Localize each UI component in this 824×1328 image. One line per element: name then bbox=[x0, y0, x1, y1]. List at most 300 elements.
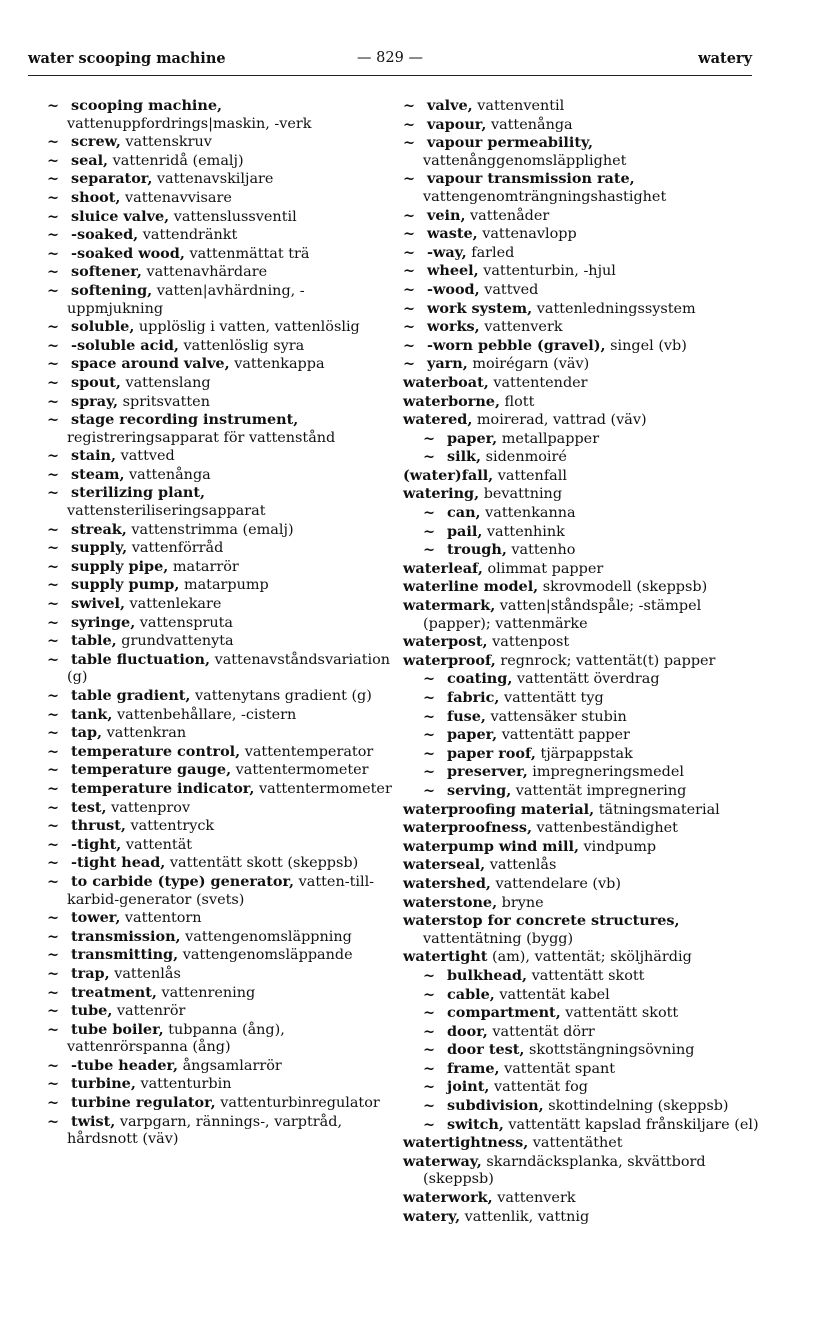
entry-headword: coating, bbox=[447, 670, 513, 688]
entry-translation: vattengenomsläppande bbox=[182, 947, 353, 964]
dictionary-entry bbox=[403, 1134, 761, 1153]
entry-translation: vattenånggenomsläpplighet bbox=[423, 152, 627, 169]
dictionary-entry bbox=[403, 838, 761, 857]
entry-headword: separator, bbox=[71, 170, 153, 188]
tilde-icon: ~ bbox=[47, 226, 60, 244]
tilde-icon: ~ bbox=[47, 1056, 60, 1074]
entry-translation: vattentätt skott bbox=[531, 967, 645, 984]
dictionary-entry bbox=[47, 189, 392, 208]
tilde-icon: ~ bbox=[423, 1041, 436, 1059]
entry-translation: vattentorn bbox=[124, 910, 202, 927]
entry-translation: vattenavlopp bbox=[482, 226, 577, 243]
tilde-icon: ~ bbox=[47, 613, 60, 631]
tilde-icon: ~ bbox=[47, 411, 60, 429]
tilde-icon: ~ bbox=[47, 705, 60, 723]
entry-translation: farled bbox=[471, 244, 515, 261]
tilde-icon: ~ bbox=[403, 115, 416, 133]
dictionary-entry bbox=[403, 560, 761, 579]
tilde-icon: ~ bbox=[47, 872, 60, 890]
dictionary-entry bbox=[47, 170, 392, 189]
page-header bbox=[28, 50, 752, 74]
tilde-icon: ~ bbox=[403, 355, 416, 373]
tilde-icon: ~ bbox=[47, 151, 60, 169]
tilde-icon: ~ bbox=[47, 520, 60, 538]
tilde-icon: ~ bbox=[423, 985, 436, 1003]
entry-headword: silk, bbox=[447, 448, 482, 466]
tilde-icon: ~ bbox=[47, 1075, 60, 1093]
tilde-icon: ~ bbox=[403, 97, 416, 114]
dictionary-entry bbox=[403, 763, 761, 782]
entry-headword: softener, bbox=[71, 263, 142, 281]
tilde-icon: ~ bbox=[403, 336, 416, 354]
entry-translation: vatten-till-karbid-generator (svets) bbox=[67, 873, 375, 908]
dictionary-entry bbox=[403, 337, 761, 356]
entry-headword: bulkhead, bbox=[447, 966, 527, 984]
entry-translation: vattenskruv bbox=[125, 134, 212, 151]
tilde-icon: ~ bbox=[47, 355, 60, 373]
entry-headword: serving, bbox=[447, 781, 512, 799]
dictionary-entry bbox=[403, 1041, 761, 1060]
dictionary-entry bbox=[47, 706, 392, 725]
entry-translation: upplöslig i vatten, vattenlöslig bbox=[138, 319, 360, 336]
entry-headword: door test, bbox=[447, 1041, 525, 1059]
entry-headword: temperature gauge, bbox=[71, 761, 232, 779]
entry-translation: vatten|avhärdning, -uppmjukning bbox=[67, 282, 305, 317]
entry-headword: waterproofness, bbox=[403, 819, 532, 837]
entry-headword: softening, bbox=[71, 281, 153, 299]
entry-headword: works, bbox=[427, 318, 480, 336]
dictionary-entry bbox=[403, 597, 761, 633]
dictionary-entry bbox=[403, 1189, 761, 1208]
dictionary-entry bbox=[403, 708, 761, 727]
entry-translation: vattenytans gradient (g) bbox=[195, 688, 372, 704]
entry-headword: compartment, bbox=[447, 1004, 561, 1022]
entry-translation: flott bbox=[504, 393, 535, 410]
entry-headword: -wood, bbox=[427, 280, 480, 298]
dictionary-entry bbox=[47, 965, 392, 984]
dictionary-entry bbox=[403, 948, 761, 967]
dictionary-entry bbox=[403, 523, 761, 542]
dictionary-entry bbox=[47, 1113, 392, 1149]
entry-translation: vattenfall bbox=[497, 467, 567, 484]
entry-headword: fabric, bbox=[447, 689, 500, 706]
entry-headword: tube boiler, bbox=[71, 1020, 164, 1038]
entry-translation: vattenstrimma (emalj) bbox=[131, 521, 294, 538]
entry-headword: preserver, bbox=[447, 763, 528, 781]
dictionary-entry bbox=[403, 541, 761, 560]
entry-headword: -soluble acid, bbox=[71, 336, 179, 354]
entry-translation: vattenturbinregulator bbox=[220, 1095, 380, 1112]
tilde-icon: ~ bbox=[423, 522, 436, 540]
dictionary-entry bbox=[403, 801, 761, 820]
dictionary-entry bbox=[403, 134, 761, 170]
entry-translation: vattentemperator bbox=[244, 743, 374, 760]
header-rule bbox=[28, 75, 752, 76]
dictionary-entry bbox=[47, 743, 392, 762]
entry-translation: skottstängningsövning bbox=[529, 1042, 695, 1059]
entry-headword: supply pipe, bbox=[71, 557, 169, 575]
tilde-icon: ~ bbox=[47, 927, 60, 945]
entry-translation: vattengenomträngningshastighet bbox=[423, 188, 667, 205]
tilde-icon: ~ bbox=[47, 724, 60, 742]
tilde-icon: ~ bbox=[47, 244, 60, 262]
dictionary-entry bbox=[403, 1097, 761, 1116]
dictionary-entry bbox=[403, 967, 761, 986]
entry-headword: waterline model, bbox=[403, 578, 539, 596]
dictionary-entry bbox=[403, 986, 761, 1005]
dictionary-entry bbox=[403, 116, 761, 135]
entry-translation: registreringsapparat för vattenstånd bbox=[67, 429, 336, 446]
dictionary-entry bbox=[403, 318, 761, 337]
entry-headword: stain, bbox=[71, 447, 117, 465]
entry-headword: -way, bbox=[427, 243, 467, 261]
entry-translation: grundvattenyta bbox=[121, 633, 234, 650]
entry-headword: switch, bbox=[447, 1115, 504, 1133]
entry-translation: vattenavvisare bbox=[125, 189, 232, 206]
tilde-icon: ~ bbox=[47, 557, 60, 575]
entry-translation: vattenturbin, -hjul bbox=[483, 263, 616, 280]
entry-headword: sluice valve, bbox=[71, 207, 170, 225]
entry-translation: vattenavhärdare bbox=[146, 264, 268, 281]
entry-headword: vein, bbox=[427, 206, 466, 224]
dictionary-entry bbox=[403, 207, 761, 226]
dictionary-entry bbox=[47, 1094, 392, 1113]
tilde-icon: ~ bbox=[47, 798, 60, 816]
dictionary-entry bbox=[403, 578, 761, 597]
dictionary-entry bbox=[403, 244, 761, 263]
dictionary-entry bbox=[47, 576, 392, 595]
dictionary-entry bbox=[403, 467, 761, 486]
tilde-icon: ~ bbox=[47, 742, 60, 760]
dictionary-entry bbox=[403, 1116, 761, 1135]
tilde-icon: ~ bbox=[423, 726, 436, 744]
entry-headword: screw, bbox=[71, 133, 121, 151]
dictionary-entry bbox=[47, 411, 392, 447]
entry-translation: vattenlik, vattnig bbox=[464, 1208, 590, 1225]
dictionary-entry bbox=[47, 447, 392, 466]
tilde-icon: ~ bbox=[47, 1094, 60, 1112]
entry-translation: vattentät spant bbox=[504, 1060, 616, 1077]
entry-translation: vattentätt kapslad frånskiljare (el) bbox=[508, 1116, 759, 1133]
entry-headword: transmission, bbox=[71, 927, 181, 945]
entry-translation: vattenlås bbox=[114, 965, 181, 982]
entry-headword: temperature indicator, bbox=[71, 779, 255, 797]
entry-translation: tätningsmaterial bbox=[598, 801, 720, 818]
dictionary-entry bbox=[47, 651, 392, 687]
entry-translation: vattenhink bbox=[486, 523, 565, 540]
entry-translation: vattenprov bbox=[111, 799, 191, 816]
dictionary-entry bbox=[403, 1060, 761, 1079]
dictionary-entry bbox=[47, 928, 392, 947]
dictionary-entry bbox=[47, 854, 392, 873]
entry-translation: vattenrening bbox=[161, 984, 256, 1001]
dictionary-entry bbox=[403, 430, 761, 449]
entry-headword: -soaked wood, bbox=[71, 244, 185, 262]
page-number: — 829 — bbox=[357, 50, 423, 66]
entry-translation: vattensteriliseringsapparat bbox=[67, 503, 266, 520]
entry-translation: vattenridå (emalj) bbox=[112, 152, 244, 169]
dictionary-entry bbox=[403, 262, 761, 281]
entry-translation: ångsamlarrör bbox=[182, 1057, 282, 1074]
dictionary-entry bbox=[47, 97, 392, 133]
entry-translation: vattentät fog bbox=[493, 1079, 588, 1096]
dictionary-entry bbox=[47, 226, 392, 245]
entry-headword: waste, bbox=[427, 225, 478, 243]
entry-translation: vattenkanna bbox=[485, 505, 576, 522]
entry-headword: subdivision, bbox=[447, 1097, 544, 1115]
dictionary-entry bbox=[47, 614, 392, 633]
tilde-icon: ~ bbox=[47, 1002, 60, 1020]
entry-translation: vattenslang bbox=[125, 374, 211, 391]
tilde-icon: ~ bbox=[47, 909, 60, 927]
entry-headword: trap, bbox=[71, 964, 110, 982]
tilde-icon: ~ bbox=[403, 206, 416, 224]
entry-headword: watery, bbox=[403, 1207, 461, 1225]
entry-headword: twist, bbox=[71, 1112, 116, 1130]
entry-translation: vattenavståndsvariation (g) bbox=[67, 651, 391, 686]
entry-headword: waterpump wind mill, bbox=[403, 837, 579, 855]
entry-headword: waterstop for concrete structures, bbox=[403, 912, 680, 930]
entry-translation: bryne bbox=[501, 894, 544, 911]
entry-translation: vattved bbox=[120, 448, 175, 465]
tilde-icon: ~ bbox=[423, 1097, 436, 1115]
entry-translation: vattentäthet bbox=[532, 1135, 623, 1152]
tilde-icon: ~ bbox=[47, 447, 60, 465]
tilde-icon: ~ bbox=[47, 687, 60, 704]
entry-headword: treatment, bbox=[71, 983, 157, 1001]
entry-headword: watering, bbox=[403, 485, 480, 503]
dictionary-entry bbox=[47, 632, 392, 651]
dictionary-entry bbox=[47, 393, 392, 412]
entry-headword: -worn pebble (gravel), bbox=[427, 336, 606, 354]
entry-headword: door, bbox=[447, 1022, 488, 1040]
dictionary-entry bbox=[403, 411, 761, 430]
dictionary-entry bbox=[47, 595, 392, 614]
entry-translation: skarndäcksplanka, skvättbord (skeppsb) bbox=[423, 1153, 706, 1188]
dictionary-entry bbox=[403, 912, 761, 948]
entry-headword: wheel, bbox=[427, 262, 479, 280]
tilde-icon: ~ bbox=[47, 835, 60, 853]
tilde-icon: ~ bbox=[47, 854, 60, 872]
entry-headword: streak, bbox=[71, 520, 127, 538]
dictionary-entry bbox=[47, 761, 392, 780]
dictionary-entry bbox=[47, 946, 392, 965]
dictionary-entry bbox=[47, 780, 392, 799]
entry-translation: moirerad, vattrad (väv) bbox=[476, 412, 647, 429]
tilde-icon: ~ bbox=[47, 964, 60, 982]
tilde-icon: ~ bbox=[423, 689, 436, 706]
entry-headword: waterproofing material, bbox=[403, 800, 595, 818]
entry-translation: vattentät dörr bbox=[492, 1023, 595, 1040]
dictionary-entry bbox=[403, 689, 761, 708]
entry-headword: transmitting, bbox=[71, 946, 179, 964]
tilde-icon: ~ bbox=[423, 670, 436, 688]
entry-translation: vattentätt skott bbox=[565, 1005, 679, 1022]
entry-headword: yarn, bbox=[427, 355, 468, 373]
tilde-icon: ~ bbox=[47, 1020, 60, 1038]
entry-headword: table fluctuation, bbox=[71, 650, 210, 668]
tilde-icon: ~ bbox=[47, 170, 60, 188]
dictionary-entry bbox=[47, 539, 392, 558]
entry-translation: vattenturbin bbox=[140, 1076, 232, 1093]
entry-headword: watertightness, bbox=[403, 1134, 529, 1152]
tilde-icon: ~ bbox=[403, 280, 416, 298]
entry-translation: varpgarn, rännings-, varptråd, hårdsnott (väv) bbox=[67, 1113, 343, 1148]
entry-headword: thrust, bbox=[71, 817, 126, 835]
tilde-icon: ~ bbox=[47, 946, 60, 964]
dictionary-entry bbox=[47, 282, 392, 318]
dictionary-entry bbox=[47, 245, 392, 264]
entry-translation: vatten|ståndspåle; -stämpel (papper); vattenmärke bbox=[423, 598, 702, 632]
entry-translation: vattenlekare bbox=[129, 596, 222, 613]
entry-headword: -tight head, bbox=[71, 854, 166, 872]
dictionary-entry bbox=[403, 819, 761, 838]
dictionary-entry bbox=[47, 263, 392, 282]
tilde-icon: ~ bbox=[47, 281, 60, 299]
entry-headword: waterproof, bbox=[403, 651, 496, 669]
entry-translation: vattentermometer bbox=[235, 762, 369, 779]
entry-headword: (water)fall, bbox=[403, 466, 494, 484]
dictionary-entry bbox=[403, 485, 761, 504]
entry-headword: waterpost, bbox=[403, 633, 488, 651]
entry-headword: trough, bbox=[447, 541, 507, 559]
tilde-icon: ~ bbox=[423, 966, 436, 984]
entry-headword: to carbide (type) generator, bbox=[71, 872, 295, 890]
entry-headword: supply pump, bbox=[71, 576, 180, 594]
entry-translation: olimmat papper bbox=[487, 560, 604, 577]
entry-translation: vattenavskiljare bbox=[156, 171, 274, 188]
dictionary-entry bbox=[403, 1208, 761, 1227]
entry-translation: vattenuppfordrings|maskin, -verk bbox=[67, 115, 312, 132]
dictionary-entry bbox=[47, 984, 392, 1003]
entry-translation: vattensäker stubin bbox=[490, 708, 627, 725]
dictionary-entry bbox=[47, 724, 392, 743]
entry-translation: metallpapper bbox=[501, 430, 600, 447]
tilde-icon: ~ bbox=[47, 484, 60, 502]
entry-translation: vattenpost bbox=[492, 634, 570, 651]
dictionary-entry bbox=[47, 355, 392, 374]
dictionary-entry bbox=[47, 521, 392, 540]
entry-headword: joint, bbox=[447, 1078, 490, 1096]
dictionary-entry bbox=[403, 300, 761, 319]
running-head-right: watery bbox=[698, 50, 752, 67]
entry-translation: vattenförråd bbox=[131, 540, 224, 557]
tilde-icon: ~ bbox=[47, 392, 60, 410]
dictionary-entry bbox=[47, 374, 392, 393]
dictionary-entry bbox=[47, 687, 392, 706]
entry-translation: vattengenomsläppning bbox=[185, 928, 352, 945]
entry-headword: table, bbox=[71, 632, 117, 650]
tilde-icon: ~ bbox=[403, 134, 416, 152]
entry-headword: paper, bbox=[447, 726, 498, 744]
entry-headword: turbine regulator, bbox=[71, 1094, 216, 1112]
tilde-icon: ~ bbox=[47, 983, 60, 1001]
entry-headword: waterboat, bbox=[403, 373, 489, 391]
entry-headword: waterleaf, bbox=[403, 559, 483, 577]
tilde-icon: ~ bbox=[423, 1078, 436, 1096]
dictionary-entry bbox=[403, 782, 761, 801]
dictionary-entry bbox=[403, 1078, 761, 1097]
tilde-icon: ~ bbox=[423, 1115, 436, 1133]
entry-headword: sterilizing plant, bbox=[71, 484, 206, 502]
entry-translation: bevattning bbox=[483, 486, 563, 503]
entry-headword: spray, bbox=[71, 392, 119, 410]
dictionary-entry bbox=[403, 97, 761, 116]
dictionary-entry bbox=[47, 817, 392, 836]
tilde-icon: ~ bbox=[47, 465, 60, 483]
entry-translation: vattved bbox=[484, 281, 539, 298]
tilde-icon: ~ bbox=[47, 133, 60, 151]
dictionary-entry bbox=[47, 1002, 392, 1021]
entry-translation: vattenbehållare, -cistern bbox=[117, 706, 297, 723]
tilde-icon: ~ bbox=[403, 318, 416, 336]
entry-translation: singel (vb) bbox=[610, 337, 687, 354]
tilde-icon: ~ bbox=[47, 761, 60, 779]
dictionary-entry bbox=[403, 726, 761, 745]
entry-headword: test, bbox=[71, 798, 107, 816]
entry-headword: spout, bbox=[71, 373, 121, 391]
entry-translation: vattentermometer bbox=[258, 780, 392, 797]
entry-headword: tank, bbox=[71, 705, 113, 723]
dictionary-entry bbox=[47, 873, 392, 909]
tilde-icon: ~ bbox=[47, 373, 60, 391]
tilde-icon: ~ bbox=[423, 781, 436, 799]
entry-translation: vattentätt skott (skeppsb) bbox=[169, 855, 359, 872]
entry-translation: vattenspruta bbox=[139, 614, 233, 631]
entry-translation: vattenlöslig syra bbox=[183, 337, 305, 354]
dictionary-entry bbox=[403, 670, 761, 689]
entry-translation: vattenånga bbox=[490, 116, 573, 133]
dictionary-entry bbox=[47, 466, 392, 485]
tilde-icon: ~ bbox=[423, 1004, 436, 1022]
dictionary-entry bbox=[47, 152, 392, 171]
entry-headword: steam, bbox=[71, 465, 125, 483]
entry-translation: vattenverk bbox=[497, 1190, 576, 1207]
entry-headword: tower, bbox=[71, 909, 121, 927]
tilde-icon: ~ bbox=[403, 243, 416, 261]
entry-headword: turbine, bbox=[71, 1075, 136, 1093]
tilde-icon: ~ bbox=[47, 263, 60, 281]
dictionary-entry bbox=[403, 875, 761, 894]
entry-headword: paper, bbox=[447, 429, 498, 447]
entry-translation: (am), vattentät; sköljhärdig bbox=[491, 949, 692, 966]
entry-headword: paper roof, bbox=[447, 744, 536, 762]
entry-translation: vattendelare (vb) bbox=[495, 875, 621, 892]
tilde-icon: ~ bbox=[47, 207, 60, 225]
tilde-icon: ~ bbox=[423, 1022, 436, 1040]
dictionary-entry bbox=[403, 1153, 761, 1189]
dictionary-entry bbox=[403, 393, 761, 412]
entry-headword: tube, bbox=[71, 1002, 113, 1020]
entry-translation: vattenlås bbox=[489, 857, 557, 874]
dictionary-entry bbox=[403, 355, 761, 374]
dictionary-entry bbox=[403, 894, 761, 913]
entry-headword: waterseal, bbox=[403, 856, 486, 874]
tilde-icon: ~ bbox=[423, 429, 436, 447]
entry-headword: work system, bbox=[427, 299, 533, 317]
entry-headword: -tight, bbox=[71, 835, 122, 853]
entry-translation: vattenverk bbox=[484, 319, 563, 336]
entry-headword: seal, bbox=[71, 151, 109, 169]
dictionary-entry bbox=[403, 856, 761, 875]
tilde-icon: ~ bbox=[403, 299, 416, 317]
dictionary-entry bbox=[403, 652, 761, 671]
dictionary-entry bbox=[403, 1023, 761, 1042]
entry-translation: vattenledningssystem bbox=[536, 300, 696, 317]
entry-headword: waterstone, bbox=[403, 893, 498, 911]
entry-translation: vattentryck bbox=[130, 818, 215, 835]
entry-headword: vapour transmission rate, bbox=[427, 170, 635, 188]
